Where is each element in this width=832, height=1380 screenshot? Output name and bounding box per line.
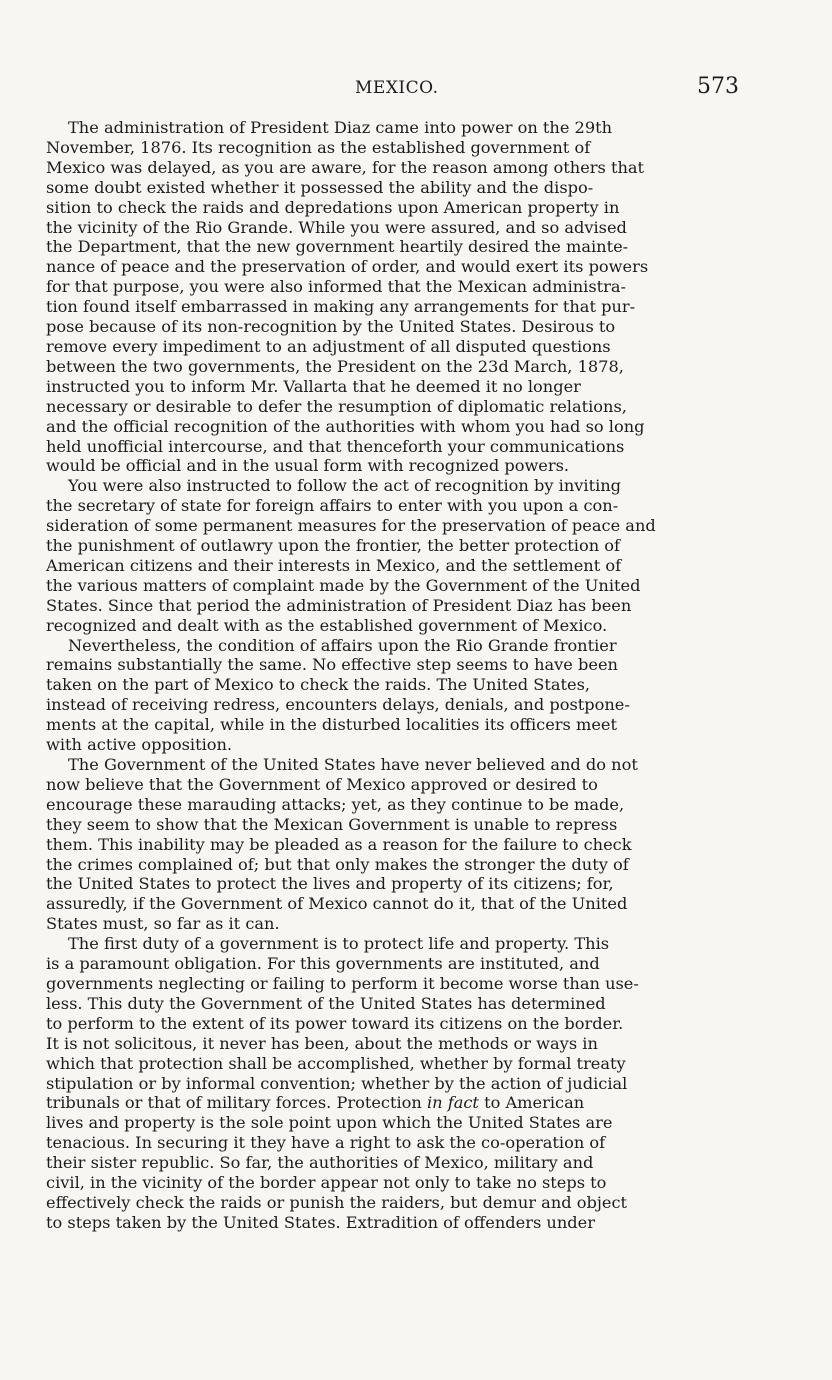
paragraph	[46, 636, 736, 755]
text-line: is a paramount obligation. For this governments are instituted, and	[46, 954, 600, 974]
text-line: now believe that the Government of Mexico approved or desired to	[46, 774, 598, 794]
text-line: November, 1876. Its recognition as the established government of	[46, 137, 591, 157]
text-line: they seem to show that the Mexican Government is unable to repress	[46, 814, 618, 834]
text-line: and the official recognition of the authorities with whom you had so long	[46, 416, 645, 436]
text-line: some doubt existed whether it possessed the ability and the dispo-	[46, 177, 594, 197]
text-line: the secretary of state for foreign affairs to enter with you upon a con-	[46, 496, 619, 516]
paragraph	[46, 755, 736, 934]
text-line: instead of receiving redress, encounters delays, denials, and postpone-	[46, 695, 630, 715]
text-line: the vicinity of the Rio Grande. While you were assured, and so advised	[46, 217, 627, 237]
paragraph	[46, 476, 736, 635]
text-line: You were also instructed to follow the act of recognition by inviting	[68, 476, 622, 496]
text-line: would be official and in the usual form with recognized powers.	[46, 456, 570, 476]
text-line: the Department, that the new government heartily desired the mainte-	[46, 237, 629, 257]
text-line: States. Since that period the administration of President Diaz has been	[46, 595, 632, 615]
text-line: The administration of President Diaz came into power on the 29th	[68, 118, 613, 137]
text-segment: to American	[478, 1093, 585, 1113]
text-line: The Government of the United States have never believed and do not	[68, 755, 638, 774]
text-segment: tribunals or that of military forces. Protection	[46, 1093, 427, 1113]
text-line: for that purpose, you were also informed that the Mexican administra-	[46, 277, 627, 297]
text-line: lives and property is the sole point upon which the United States are	[46, 1113, 613, 1133]
text-line: with active opposition.	[46, 735, 233, 755]
text-line: The first duty of a government is to protect life and property. This	[68, 934, 610, 954]
page-number: 573	[697, 74, 739, 99]
text-line: Nevertheless, the condition of affairs upon the Rio Grande frontier	[68, 635, 617, 655]
text-line: the United States to protect the lives and property of its citizens; for,	[46, 874, 614, 894]
text-line: their sister republic. So far, the authorities of Mexico, military and	[46, 1153, 594, 1173]
text-line: States must, so far as it can.	[46, 914, 280, 934]
text-line: stipulation or by informal convention; whether by the action of judicial	[46, 1073, 628, 1093]
text-line: recognized and dealt with as the established government of Mexico.	[46, 615, 608, 635]
text-line: tenacious. In securing it they have a right to ask the co-operation of	[46, 1133, 606, 1153]
paragraph	[46, 118, 736, 476]
text-line: nance of peace and the preservation of order, and would exert its powers	[46, 257, 649, 277]
text-line: sition to check the raids and depredations upon American property in	[46, 197, 620, 217]
text-line: taken on the part of Mexico to check the raids. The United States,	[46, 675, 591, 695]
text-line: tion found itself embarrassed in making any arrangements for that pur-	[46, 297, 636, 317]
italic-text: in fact	[426, 1093, 479, 1113]
text-line: the various matters of complaint made by the Government of the United	[46, 575, 641, 595]
text-line: It is not solicitous, it never has been, about the methods or ways in	[46, 1033, 598, 1053]
text-line: which that protection shall be accomplished, whether by formal treaty	[46, 1053, 626, 1073]
text-line: sideration of some permanent measures for the preservation of peace and	[46, 516, 656, 536]
text-line: necessary or desirable to defer the resumption of diplomatic relations,	[46, 396, 627, 416]
text-line: less. This duty the Government of the United States has determined	[46, 993, 606, 1013]
text-line: ments at the capital, while in the disturbed localities its officers meet	[46, 715, 617, 735]
text-line: remains substantially the same. No effective step seems to have been	[46, 655, 618, 675]
body-text	[46, 118, 736, 1233]
paragraph	[46, 934, 736, 1233]
text-line: instructed you to inform Mr. Vallarta that he deemed it no longer	[46, 376, 581, 396]
text-line: pose because of its non-recognition by the United States. Desirous to	[46, 317, 616, 337]
text-line: governments neglecting or failing to perform it become worse than use-	[46, 973, 639, 993]
text-line: assuredly, if the Government of Mexico cannot do it, that of the United	[46, 894, 628, 914]
text-line: the punishment of outlawry upon the frontier, the better protection of	[46, 536, 621, 556]
text-line: American citizens and their interests in Mexico, and the settlement of	[46, 555, 622, 575]
text-line: between the two governments, the President on the 23d March, 1878,	[46, 356, 624, 376]
text-line	[46, 1093, 736, 1113]
text-line: effectively check the raids or punish the raiders, but demur and object	[46, 1192, 628, 1212]
text-line: held unofficial intercourse, and that thenceforth your communications	[46, 436, 625, 456]
text-line: to steps taken by the United States. Extradition of offenders under	[46, 1212, 595, 1232]
text-line: the crimes complained of; but that only makes the stronger the duty of	[46, 854, 629, 874]
text-line: Mexico was delayed, as you are aware, for the reason among others that	[46, 157, 645, 177]
text-line: to perform to the extent of its power toward its citizens on the border.	[46, 1013, 624, 1033]
text-line: remove every impediment to an adjustment of all disputed questions	[46, 336, 611, 356]
text-line: encourage these marauding attacks; yet, as they continue to be made,	[46, 794, 625, 814]
text-line: civil, in the vicinity of the border appear not only to take no steps to	[46, 1173, 607, 1193]
text-line: them. This inability may be pleaded as a reason for the failure to check	[46, 834, 632, 854]
page-header	[0, 76, 832, 106]
running-head: MEXICO.	[355, 78, 439, 98]
